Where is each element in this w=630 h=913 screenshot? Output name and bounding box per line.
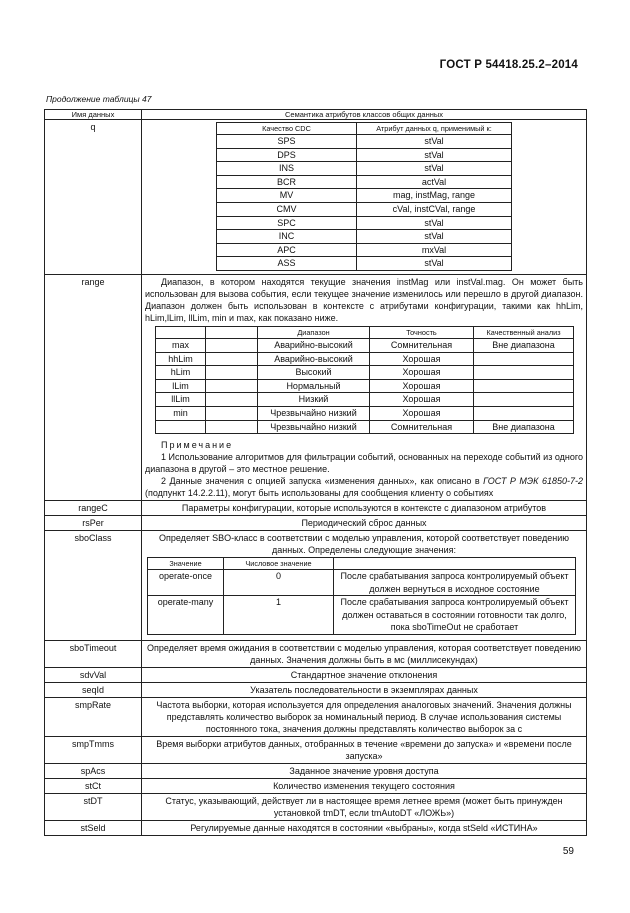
attribute-semantics: Указатель последовательности в экземплярах данных [142,683,587,698]
sbo-table-cell: После срабатывания запроса контролируемый объект должен оставаться в состоянии готовности так долго, пока sboTimeOut не сработает [334,596,576,635]
range-table-cell: Сомнительная [370,338,474,352]
q-table-header: Атрибут данных q, применимый к: [357,123,512,135]
range-table-cell [206,338,258,352]
q-table-cell: CMV [217,202,357,216]
range-table-cell: Низкий [258,393,370,407]
attribute-name: q [45,120,142,275]
attribute-name: stCt [45,779,142,794]
q-table-cell: cVal, instCVal, range [357,202,512,216]
range-table-cell: Хорошая [370,406,474,420]
table-row [45,779,587,794]
sbo-table-cell: После срабатывания запроса контролируемый объект должен вернуться в исходное состояние [334,570,576,596]
table-row [45,821,587,836]
range-table-cell: Нормальный [258,379,370,393]
attribute-name: smpTmms [45,737,142,764]
attribute-semantics [142,274,587,500]
range-table-cell: llLim [156,393,206,407]
range-description: Диапазон, в котором находятся текущие значения instMag или instVal.mag. Он может быть использован для вызова события, если текущее значение изменилось или перешло в другой диапазон. Диапазон должен быть использован в контексте с атрибутами конфигурации, такими как hhLim, hLim,lLim, llLim, min и max, как показано ниже. [145,276,583,323]
table-caption: Продолжение таблицы 47 [46,94,152,104]
q-table-cell: stVal [357,162,512,176]
range-table-cell [206,393,258,407]
sbo-table-cell: 1 [224,596,334,635]
note-2 [145,475,583,499]
attribute-semantics [142,531,587,641]
range-table-header: Качественный анализ [474,326,574,338]
range-table-cell [206,406,258,420]
note-2-text-a: 2 Данные значения с опцией запуска «изменения данных», как описано в [161,476,484,487]
range-table-cell: Аварийно-высокий [258,338,370,352]
range-table-cell: Хорошая [370,393,474,407]
range-table-cell: Хорошая [370,366,474,380]
q-table-header: Качество CDC [217,123,357,135]
q-quality-table [216,122,512,271]
range-table-header: Диапазон [258,326,370,338]
attribute-name: rangeC [45,501,142,516]
table-row [45,794,587,821]
sbo-table-cell: 0 [224,570,334,596]
attribute-semantics: Регулируемые данные находятся в состоянии «выбраны», когда stSeld «ИСТИНА» [142,821,587,836]
table-row [45,501,587,516]
range-table-cell: Высокий [258,366,370,380]
range-table-cell: Вне диапазона [474,338,574,352]
attribute-semantics: Заданное значение уровня доступа [142,764,587,779]
q-table-cell: BCR [217,175,357,189]
range-table-cell: Хорошая [370,379,474,393]
table-row [45,737,587,764]
attribute-semantics [142,120,587,275]
range-table-header [156,326,206,338]
range-table-cell: max [156,338,206,352]
attribute-name: range [45,274,142,500]
attribute-name: stSeld [45,821,142,836]
range-table-cell: Вне диапазона [474,420,574,434]
range-table-cell: lLim [156,379,206,393]
range-table-cell [474,379,574,393]
attribute-name: sdvVal [45,668,142,683]
attribute-semantics: Статус, указывающий, действует ли в настоящее время летнее время (может быть принужден установкой tmDT, если tmAutoDT «ЛОЖЬ») [142,794,587,821]
attribute-semantics: Параметры конфигурации, которые используются в контексте с диапазоном атрибутов [142,501,587,516]
range-table-cell: Аварийно-высокий [258,352,370,366]
range-table-cell [474,352,574,366]
attributes-table [44,109,587,836]
q-table-cell: SPC [217,216,357,230]
range-table-cell [206,366,258,380]
sboclass-description: Определяет SBO-класс в соответствии с моделью управления, которой соответствует поведению данных. Определены следующие значения: [159,533,569,556]
table-row [45,668,587,683]
attribute-name: smpRate [45,698,142,737]
range-table-cell [474,366,574,380]
attribute-name: seqId [45,683,142,698]
q-table-cell: DPS [217,148,357,162]
range-table-cell: hLim [156,366,206,380]
range-table-cell [206,379,258,393]
range-table-cell: Чрезвычайно низкий [258,420,370,434]
range-table-cell [474,406,574,420]
q-table-cell: ASS [217,257,357,271]
range-table-header: Точность [370,326,474,338]
q-table-cell: stVal [357,148,512,162]
q-table-cell: stVal [357,135,512,149]
table-row [45,516,587,531]
note-2-text-b: (подпункт 14.2.2.11), могут быть использованы для сообщения клиенту о событиях [145,488,494,499]
q-table-cell: SPS [217,135,357,149]
attribute-name: stDT [45,794,142,821]
sbo-table-cell: operate-many [148,596,224,635]
attribute-semantics: Частота выборки, которая используется для определения аналоговых значений. Значения должны представлять количество выборок за номинальный период. В случае использования системы постоянного тока, значения должны представлять количество выборок за с [142,698,587,737]
sbo-table-header: Значение [148,558,224,570]
range-table-cell: Хорошая [370,352,474,366]
table-row [45,274,587,500]
document-header: ГОСТ Р 54418.25.2–2014 [439,59,578,71]
table-row [45,683,587,698]
attribute-semantics: Периодический сброс данных [142,516,587,531]
sbo-table-header [334,558,576,570]
page-number: 59 [562,846,574,857]
attribute-name: sboTimeout [45,641,142,668]
range-limits-table [155,326,574,434]
range-table-cell [206,420,258,434]
column-header-semantics: Семантика атрибутов классов общих данных [142,110,587,120]
note-2-reference: ГОСТ Р МЭК 61850-7-2 [483,476,583,487]
attribute-semantics: Стандартное значение отклонения [142,668,587,683]
range-table-cell: hhLim [156,352,206,366]
q-table-cell: MV [217,189,357,203]
table-row [45,698,587,737]
q-table-cell: stVal [357,216,512,230]
table-row [45,120,587,275]
range-table-cell: Сомнительная [370,420,474,434]
range-table-cell [474,393,574,407]
note-1: 1 Использование алгоритмов для фильтрации событий, основанных на переходе событий из одного диапазона в другой – это местное решение. [145,452,583,475]
attribute-semantics: Время выборки атрибутов данных, отобранных в течение «времени до запуска» и «времени после запуска» [142,737,587,764]
attribute-name: sboClass [45,531,142,641]
table-row [45,764,587,779]
table-row [45,641,587,668]
q-table-cell: mxVal [357,243,512,257]
sboclass-values-table [147,557,576,635]
q-table-cell: actVal [357,175,512,189]
table-header-row [45,110,587,120]
attribute-semantics: Определяет время ожидания в соответствии с моделью управления, которая соответствует поведению данных. Значения должны быть в мс (миллисекундах) [142,641,587,668]
table-row [45,531,587,641]
q-table-cell: stVal [357,230,512,244]
q-table-cell: INC [217,230,357,244]
range-table-header [206,326,258,338]
q-table-cell: APC [217,243,357,257]
range-table-cell [156,420,206,434]
attribute-semantics: Количество изменения текущего состояния [142,779,587,794]
attribute-name: rsPer [45,516,142,531]
range-table-cell [206,352,258,366]
range-table-cell: Чрезвычайно низкий [258,406,370,420]
q-table-cell: stVal [357,257,512,271]
column-header-name: Имя данных [45,110,142,120]
note-title: Примечание [161,440,234,451]
attribute-name: spAcs [45,764,142,779]
range-table-cell: min [156,406,206,420]
q-table-cell: INS [217,162,357,176]
sbo-table-cell: operate-once [148,570,224,596]
sbo-table-header: Числовое значение [224,558,334,570]
q-table-cell: mag, instMag, range [357,189,512,203]
